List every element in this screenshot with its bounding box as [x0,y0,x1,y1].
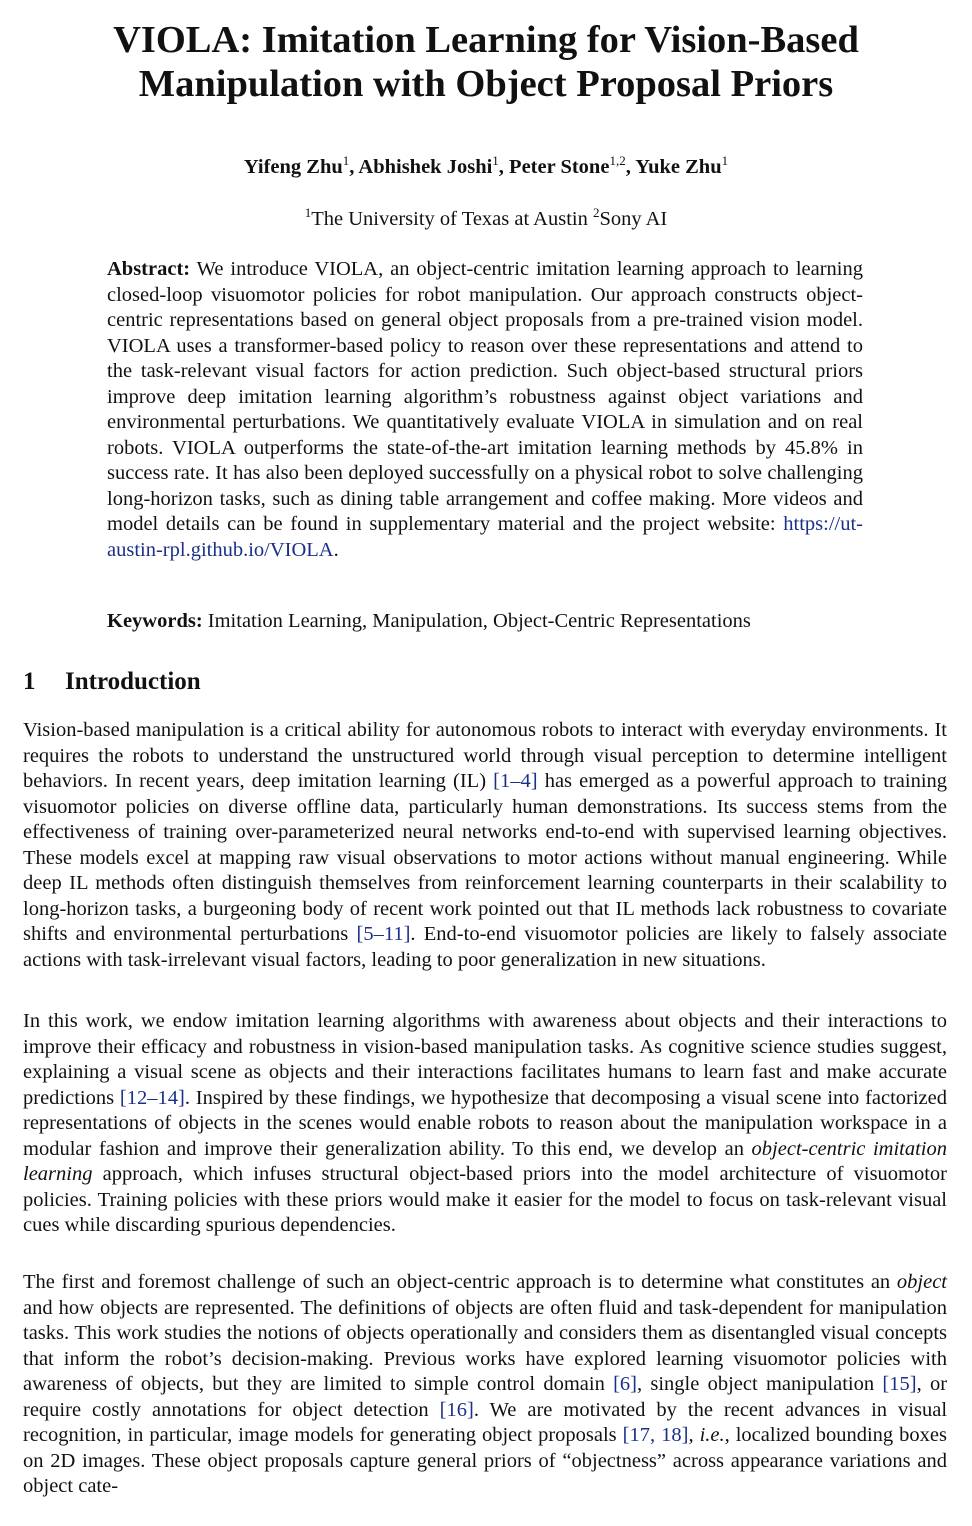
paragraph-text: In this work, we endow imitation learning algorithms with awareness about objects and their interactions to improve their efficacy and robustness in vision-based manipulation tasks. As cognitive science studies suggest, explaining a visual scene as objects and their interactions facilitates humans to learn fast and make accurate predictions [23,1010,947,1109]
citation-link[interactable]: [16] [439,1398,474,1421]
project-link[interactable]: https://ut-austin-rpl.github.io/VIOLA [107,513,863,561]
paragraph-text: has emerged as a powerful approach to training visuomotor policies on diverse offline data, particularly human demonstrations. Its success stems from the effectiveness of training over-parameterized neural networks end-to-end with supervised learning objectives. These models excel at mapping raw visual observations to motor actions without manual engineering. While deep IL methods often distinguish themselves from reinforcement learning counterparts in their scalability to long-horizon tasks, a burgeoning body of recent work pointed out that IL methods lack robustness to covariate shifts and environmental perturbations [23,770,948,945]
keywords-label: Keywords: [107,610,203,632]
paragraph-text: The first and foremost challenge of such an object-centric approach is to determine what constitutes an [23,1271,891,1293]
affiliations [0,206,972,232]
paragraph [23,1009,947,1239]
author-name: Yifeng Zhu [243,156,343,178]
affiliation-name: Sony AI [599,208,668,230]
emphasis-text: object [896,1271,947,1293]
keywords [107,608,863,634]
paper-title: VIOLA: Imitation Learning for Vision-Based Manipulation with Object Proposal Priors [113,19,859,105]
citation-link[interactable]: [12–14] [119,1086,185,1109]
paragraph-text: and how objects are represented. The definitions of objects are often fluid and task-dependent for manipulation tasks. This work studies the notions of objects operationally and considers them as disentangled visual concepts that inform the robot’s decision-making. Previous works have explored learning visuomotor policies with awareness of objects, but they are limited to simple control domain [23,1296,947,1395]
author-list: Yifeng Zhu$^1$, Abhishek Joshi$^1$, Peter Stone$^{1,2}$, Yuke Zhu$^1$ [243,153,729,178]
paragraph-text: . We are motivated by the recent advances in visual recognition, in particular, image models for generating object proposals [23,1398,948,1446]
paragraph-text: . Inspired by these findings, we hypothesize that decomposing a visual scene into factorized representations of objects in the scenes would enable robots to reason about the manipulation workspace in a modular fashion and improve their generalization ability. To this end, we develop an [23,1086,948,1160]
citation-link[interactable]: [15] [882,1373,917,1395]
paragraph-text: , [688,1424,694,1446]
emphasis-text: i.e. [699,1424,725,1446]
citation-link[interactable]: [6] [613,1373,637,1395]
affiliation-name: The University of Texas at Austin [311,208,588,230]
paragraph [23,718,947,973]
paragraph-text: approach, which infuses structural object-based priors into the model architecture of visuomotor policies. Training policies with these priors would make it easier for the model to focus on task-relevant visual cues while discarding spurious dependencies. [23,1163,948,1236]
citation-link[interactable]: [1–4] [493,770,538,792]
affiliation-mark: 1 [342,153,350,169]
affiliation-mark: 1 [721,153,729,169]
paragraph-text: , or require costly annotations for object detection [23,1373,948,1421]
abstract-text: We introduce VIOLA, an object-centric imitation learning approach to learning closed-loop visuomotor policies for robot manipulation. Our approach constructs object-centric representations based on general object proposals from a pre-trained vision model. VIOLA uses a transformer-based policy to reason over these representations and attend to the task-relevant visual factors for action prediction. Such object-based structural priors improve deep imitation learning algorithm’s robustness against object variations and environmental perturbations. We quantitatively evaluate VIOLA in simulation and on real robots. VIOLA outperforms the state-of-the-art imitation learning methods by 45.8% in success rate. It has also been deployed successfully on a physical robot to solve challenging long-horizon tasks, such as dining table arrangement and coffee making. More videos and model details can be found in supplementary material and the project website: [107,258,863,535]
author-name: Yuke Zhu [635,156,722,178]
abstract: Abstract: We introduce VIOLA, an object-centric imitation learning approach to learning closed-loop visuomotor policies for robot manipulation. Our approach constructs object-centric representations based on general object proposals from a pre-trained vision model. VIOLA uses a transformer-based policy to reason over these representations and attend to the task-relevant visual factors for action prediction. Such object-based structural priors improve deep imitation learning algorithm’s robustness against object variations and environmental perturbations. We quantitatively evaluate VIOLA in simulation and on real robots. VIOLA outperforms the state-of-the-art imitation learning methods by 45.8% in success rate. It has also been deployed successfully on a physical robot to solve challenging long-horizon tasks, such as dining table arrangement and coffee making. More videos and model details can be found in supplementary material and the project website: https://ut-austin-rpl.github.io/VIOLA. [107,258,863,561]
affiliation-mark: 1 [304,205,312,221]
affiliation-mark: 2 [592,205,600,221]
author-name: Peter Stone [509,156,610,178]
author-name: Abhishek Joshi [358,156,493,178]
abstract-label: Abstract: [107,258,191,280]
citation-link[interactable]: [5–11] [356,923,411,945]
section-title: Introduction [65,668,201,695]
affiliation-mark: 1 [492,153,499,169]
emphasis-text: object-centric imitation learning [23,1137,947,1185]
section-heading [23,667,201,697]
paragraph-text: , localized bounding boxes on 2D images. These object proposals capture general priors of “objectness” across appearance variations and object cate- [23,1424,947,1497]
keywords-text: Imitation Learning, Manipulation, Object-Centric Representations [207,610,751,632]
citation-link[interactable]: [17, 18] [622,1424,689,1446]
section-number: 1 [23,668,36,695]
paragraph-text: Vision-based manipulation is a critical ability for autonomous robots to interact with everyday environments. It requires the robots to understand the unstructured world through visual perception to determine intelligent behaviors. In recent years, deep imitation learning (IL) [23,719,947,792]
paragraph-text: , single object manipulation [637,1373,875,1395]
paragraph-text: . End-to-end visuomotor policies are likely to falsely associate actions with task-irrelevant visual factors, leading to poor generalization in new situations. [23,923,948,971]
paragraph [23,1270,947,1500]
affiliation-mark: 1,2 [609,153,626,169]
